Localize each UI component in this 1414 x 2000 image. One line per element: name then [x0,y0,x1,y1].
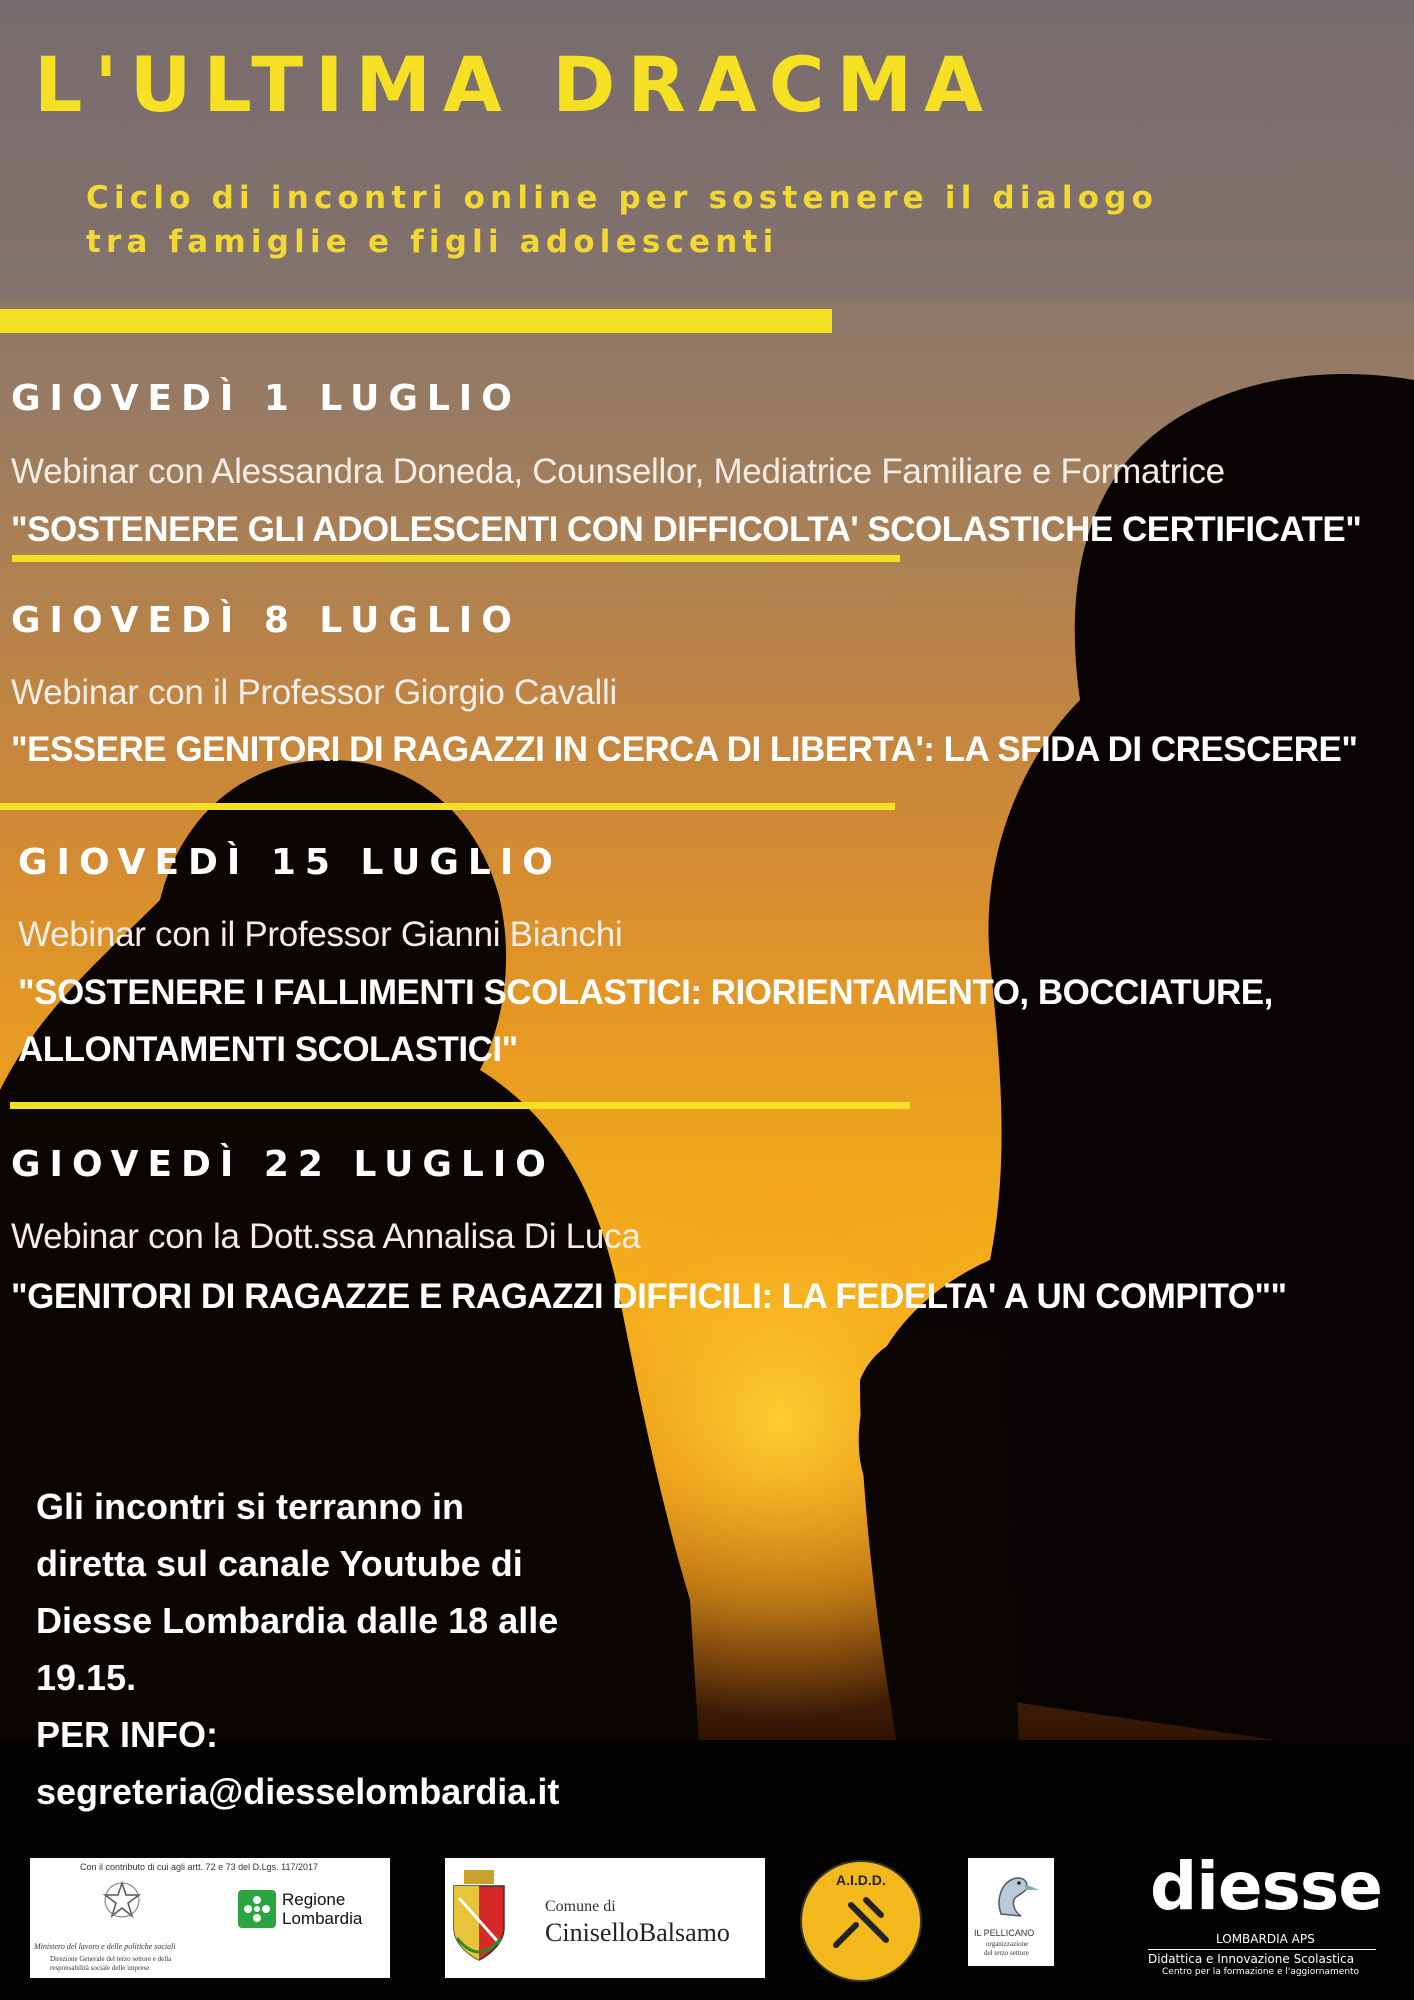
poster-title: L'ULTIMA DRACMA [34,40,995,129]
event-1-talk-title [11,501,1361,558]
info-email-link[interactable]: segreteria@diesselombardia.it [36,1771,560,1812]
regione-lombardia-logo-icon [238,1890,276,1928]
event-4-talk-title [11,1268,1287,1325]
italian-republic-emblem-icon [102,1880,142,1920]
pellicano-name: IL PELLICANO [974,1928,1035,1938]
diesse-tagline: Didattica e Innovazione Scolastica [1148,1952,1355,1966]
event-2-date: GIOVEDÌ 8 LUGLIO [11,600,521,641]
event-4-talk-line-1: "GENITORI DI RAGAZZE E RAGAZZI DIFFICILI: LA FEDELTA' A UN COMPITO"" [11,1277,1287,1316]
diesse-underline [1148,1949,1376,1950]
event-3-talk-line-2: ALLONTAMENTI SCOLASTICI" [18,1030,518,1069]
event-2-talk-title [11,721,1357,778]
diesse-logo [1138,1848,1388,1978]
title-divider [0,309,832,333]
pelican-icon [981,1864,1041,1924]
comune-cinisello-logo-card [445,1858,765,1978]
regione-label-2: Lombardia [282,1909,363,1928]
aidd-logo [800,1860,922,1982]
event-4-date: GIOVEDÌ 22 LUGLIO [11,1144,555,1185]
event-1-talk-line-1: "SOSTENERE GLI ADOLESCENTI CON DIFFICOLTA' SCOLASTICHE CERTIFICATE" [11,510,1362,549]
pellicano-logo-card [968,1858,1054,1966]
ministero-regione-logo-card [30,1858,390,1978]
event-3-talk-line-1: "SOSTENERE I FALLIMENTI SCOLASTICI: RIORIENTAMENTO, BOCCIATURE, [18,973,1273,1012]
pellicano-desc-1: organizzazione [986,1940,1029,1948]
diesse-region: LOMBARDIA APS [1216,1932,1315,1946]
event-1-date: GIOVEDÌ 1 LUGLIO [11,378,521,419]
event-4-speaker: Webinar con la Dott.ssa Annalisa Di Luca [11,1217,641,1256]
info-line-3: Diesse Lombardia dalle 18 alle [36,1600,559,1641]
contribution-caption: Con il contributo di cui agli artt. 72 e 73 del D.Lgs. 117/2017 [80,1862,318,1872]
diesse-subline: Centro per la formazione e l'aggiornamento [1162,1967,1360,1977]
event-3-date: GIOVEDÌ 15 LUGLIO [18,842,562,883]
cinisello-coat-of-arms-icon [449,1868,509,1968]
info-line-5: PER INFO: [36,1714,219,1755]
subtitle-line-2: tra famiglie e figli adolescenti [86,224,779,260]
subtitle-line-1: Ciclo di incontri online per sostenere il dialogo [86,180,1159,216]
info-line-1: Gli incontri si terranno in [36,1486,465,1527]
info-block [36,1478,559,1820]
event-3-speaker: Webinar con il Professor Gianni Bianchi [18,915,623,954]
aidd-label: A.I.D.D. [836,1872,886,1888]
regione-label-1: Regione [282,1890,346,1909]
pellicano-desc-2: del terzo settore [984,1949,1029,1957]
comune-label-1: Comune di [545,1898,616,1915]
diesse-wordmark: diesse [1150,1848,1382,1925]
info-line-2: diretta sul canale Youtube di [36,1543,523,1584]
info-line-4: 19.15. [36,1657,137,1698]
event-3-talk-title [18,964,1273,1078]
event-2-divider [0,803,895,810]
direction-line-2: responsabilità sociale delle imprese [50,1964,150,1972]
plug-icon [826,1890,896,1960]
event-2-talk-line-1: "ESSERE GENITORI DI RAGAZZI IN CERCA DI LIBERTA': LA SFIDA DI CRESCERE" [11,730,1358,769]
event-1-speaker: Webinar con Alessandra Doneda, Counsellor, Mediatrice Familiare e Formatrice [11,452,1225,491]
direction-line-1: Direzione Generale del terzo settore e della [50,1955,172,1963]
comune-label-2: CiniselloBalsamo [545,1918,730,1947]
event-1-divider [12,555,900,562]
event-2-speaker: Webinar con il Professor Giorgio Cavalli [11,673,617,712]
event-3-divider [10,1102,910,1109]
poster-subtitle [86,176,1158,264]
ministry-name: Ministero del lavoro e delle politiche sociali [34,1942,176,1951]
